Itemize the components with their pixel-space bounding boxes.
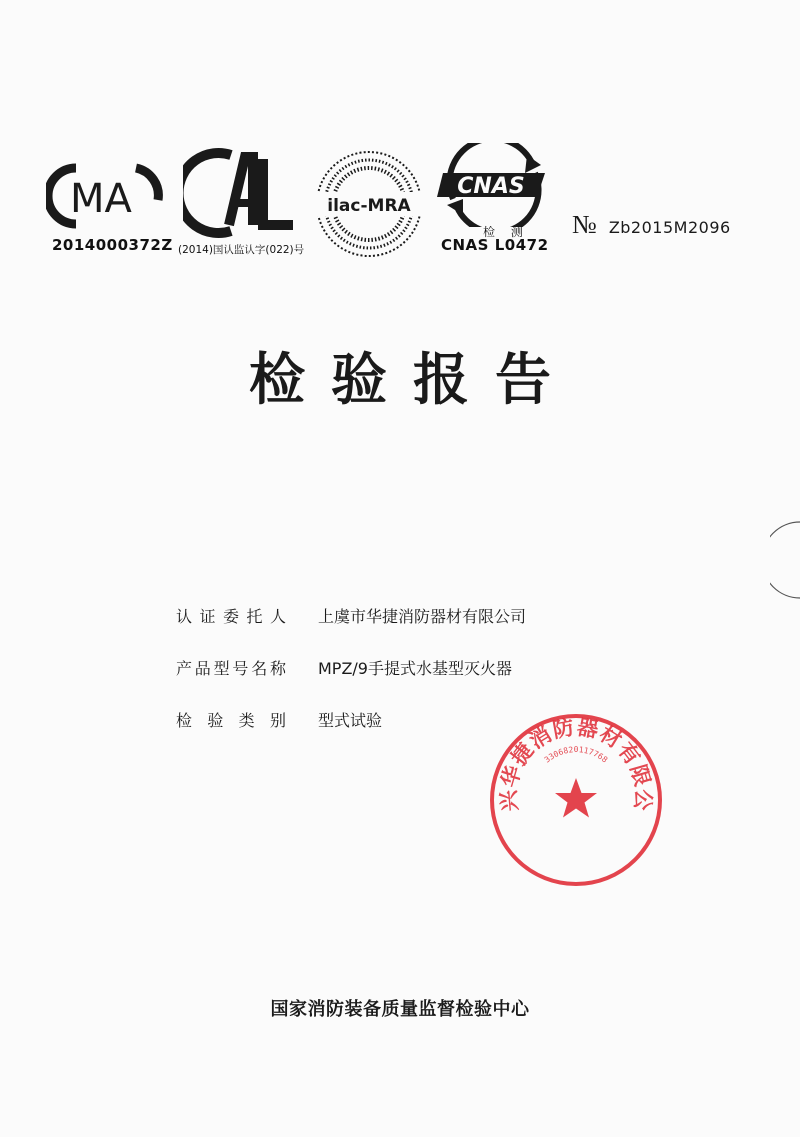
issuing-organization: 国家消防装备质量监督检验中心 <box>270 999 530 1020</box>
cal-logo <box>183 145 303 241</box>
label-char: 检 <box>176 711 193 730</box>
label-char: 名 <box>251 659 268 678</box>
label-char: 别 <box>269 711 286 730</box>
cma-logo <box>46 160 164 232</box>
label-char: 人 <box>269 607 286 626</box>
field-label-client <box>176 604 286 627</box>
field-value-client: 上虞市华捷消防器材有限公司 <box>318 607 527 626</box>
seal-text: 兴华捷消防器材有限公 <box>496 714 656 813</box>
cnas-testing-label: 检 测 <box>483 225 529 239</box>
company-seal <box>488 712 664 892</box>
report-number <box>572 210 731 240</box>
label-char: 托 <box>246 607 263 626</box>
seal-number: 3306820117768 <box>542 745 610 765</box>
cma-certificate-number: 2014000372Z <box>52 236 173 254</box>
ilac-mra-logo <box>314 146 424 262</box>
label-char: 验 <box>207 711 224 730</box>
cnas-logo-text: CNAS <box>457 174 525 199</box>
edge-seal-fragment <box>770 520 800 604</box>
label-char: 证 <box>199 607 216 626</box>
svg-text:3306820117768 <box>543 745 610 764</box>
number-symbol: № <box>572 210 597 239</box>
label-char: 认 <box>176 607 193 626</box>
cnas-accreditation-number: CNAS L0472 <box>441 236 549 254</box>
field-label-product <box>176 656 286 679</box>
label-char: 产 <box>176 659 193 678</box>
cma-logo-text: MA <box>70 176 132 222</box>
page-title: 检验报告 <box>249 348 577 413</box>
cnas-logo <box>433 143 553 227</box>
label-char: 类 <box>238 711 255 730</box>
label-char: 号 <box>232 659 249 678</box>
field-value-product: MPZ/9手提式水基型灭火器 <box>318 659 512 678</box>
seal-star-icon <box>555 778 597 818</box>
label-char: 型 <box>213 659 230 678</box>
ilac-logo-text: ilac-MRA <box>327 196 411 216</box>
cal-certificate-number: (2014)国认监认字(022)号 <box>178 244 305 256</box>
field-value-inspection-type: 型式试验 <box>318 711 383 730</box>
report-number-value: Zb2015M2096 <box>608 218 731 237</box>
label-char: 品 <box>194 659 211 678</box>
label-char: 称 <box>269 659 286 678</box>
field-label-inspection-type <box>176 708 286 731</box>
label-char: 委 <box>222 607 239 626</box>
